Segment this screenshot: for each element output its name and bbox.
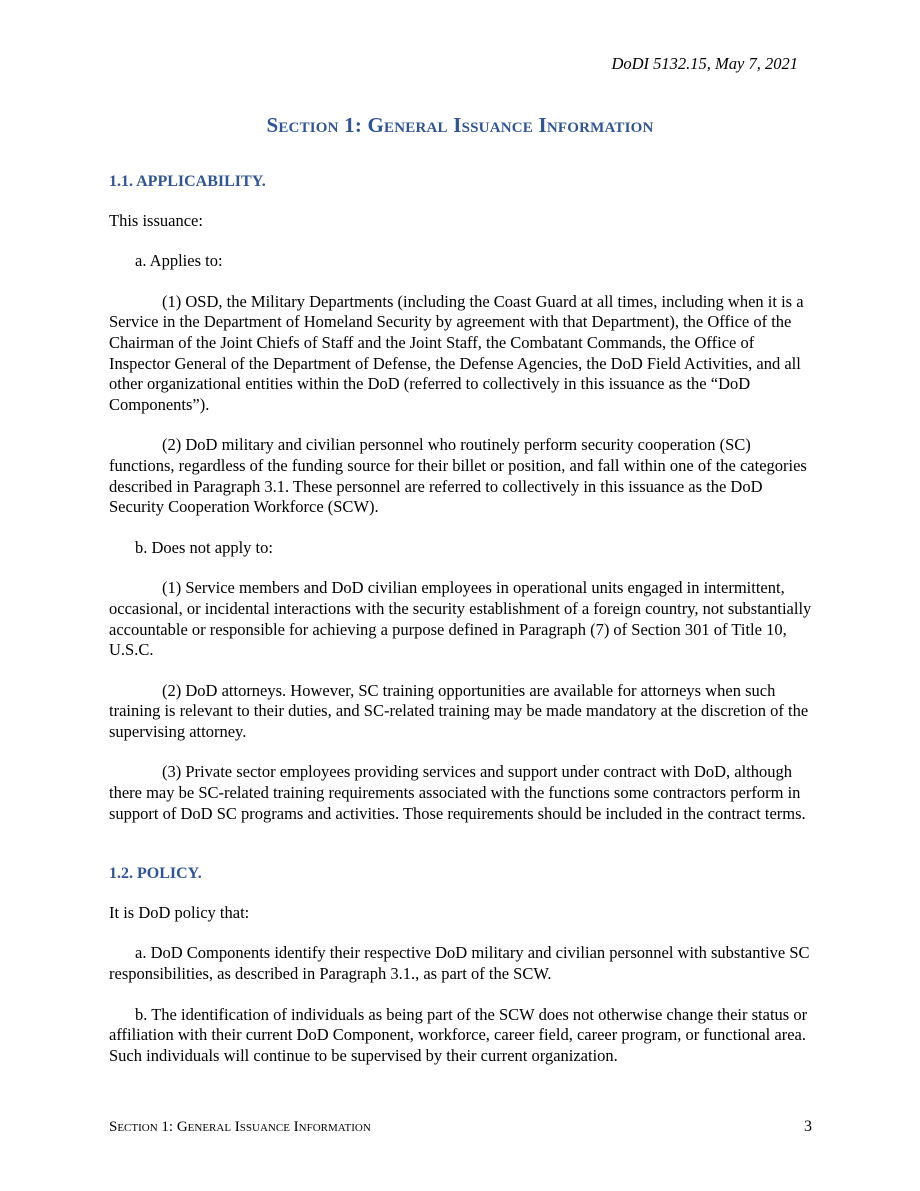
heading-policy: 1.2. POLICY.: [109, 865, 202, 883]
page-number: 3: [804, 1118, 812, 1135]
paragraph-1-2-a: a. DoD Components identify their respective DoD military and civilian personnel with substantive SC responsibilities, as described in Paragraph 3.1., as part of the SCW.: [109, 943, 810, 984]
paragraph-1-1-a-2: (2) DoD military and civilian personnel who routinely perform security cooperation (SC) functions, regardless of the funding source for their billet or position, and fall within one of the categories described in Paragraph 3.1. These personnel are referred to collectively in this issuance as the DoD Security Cooperation Workforce (SCW).: [109, 435, 807, 517]
page-footer: [109, 1118, 812, 1136]
document-reference-header: DoDI 5132.15, May 7, 2021: [611, 54, 798, 73]
paragraph-1-1-b-1: (1) Service members and DoD civilian employees in operational units engaged in intermittent, occasional, or incidental interactions with the security establishment of a foreign country, not substantially accountable or responsible for achieving a purpose defined in Paragraph (7) of Section 301 of Title 10, U.S.C.: [109, 578, 812, 660]
paragraph-1-1-a-1: (1) OSD, the Military Departments (including the Coast Guard at all times, including when it is a Service in the Department of Homeland Security by agreement with that Department), the Office of the Chairman of the Joint Chiefs of Staff and the Joint Staff, the Combatant Commands, the Office of Inspector General of the Department of Defense, the Defense Agencies, the DoD Field Activities, and all other organizational entities within the DoD (referred to collectively in this issuance as the “DoD Components”).: [109, 291, 804, 414]
document-body: [109, 172, 814, 1086]
paragraph-1-1-b-3: (3) Private sector employees providing services and support under contract with DoD, although there may be SC-related training requirements associated with the functions some contractors perform in support of DoD SC programs and activities. Those requirements should be included in the contract terms.: [109, 762, 806, 823]
footer-section-title: Section 1: General Issuance Information: [109, 1119, 371, 1135]
section-spacer: [109, 844, 814, 864]
paragraph-1-1-a: a. Applies to:: [135, 251, 223, 271]
paragraph-1-2-b: b. The identification of individuals as being part of the SCW does not otherwise change their status or affiliation with their current DoD Component, workforce, career field, career program, or functional area. Such individuals will continue to be supervised by their current organization.: [109, 1004, 808, 1065]
section-title: Section 1: General Issuance Information: [266, 113, 654, 137]
policy-intro: It is DoD policy that:: [109, 902, 250, 922]
heading-applicability: 1.1. APPLICABILITY.: [109, 173, 266, 190]
paragraph-1-1-b-2: (2) DoD attorneys. However, SC training opportunities are available for attorneys when such training is relevant to their duties, and SC-related training may be made mandatory at the discretion of the supervising attorney.: [109, 680, 809, 741]
paragraph-1-1-b: b. Does not apply to:: [135, 537, 273, 557]
applicability-intro: This issuance:: [109, 210, 203, 230]
